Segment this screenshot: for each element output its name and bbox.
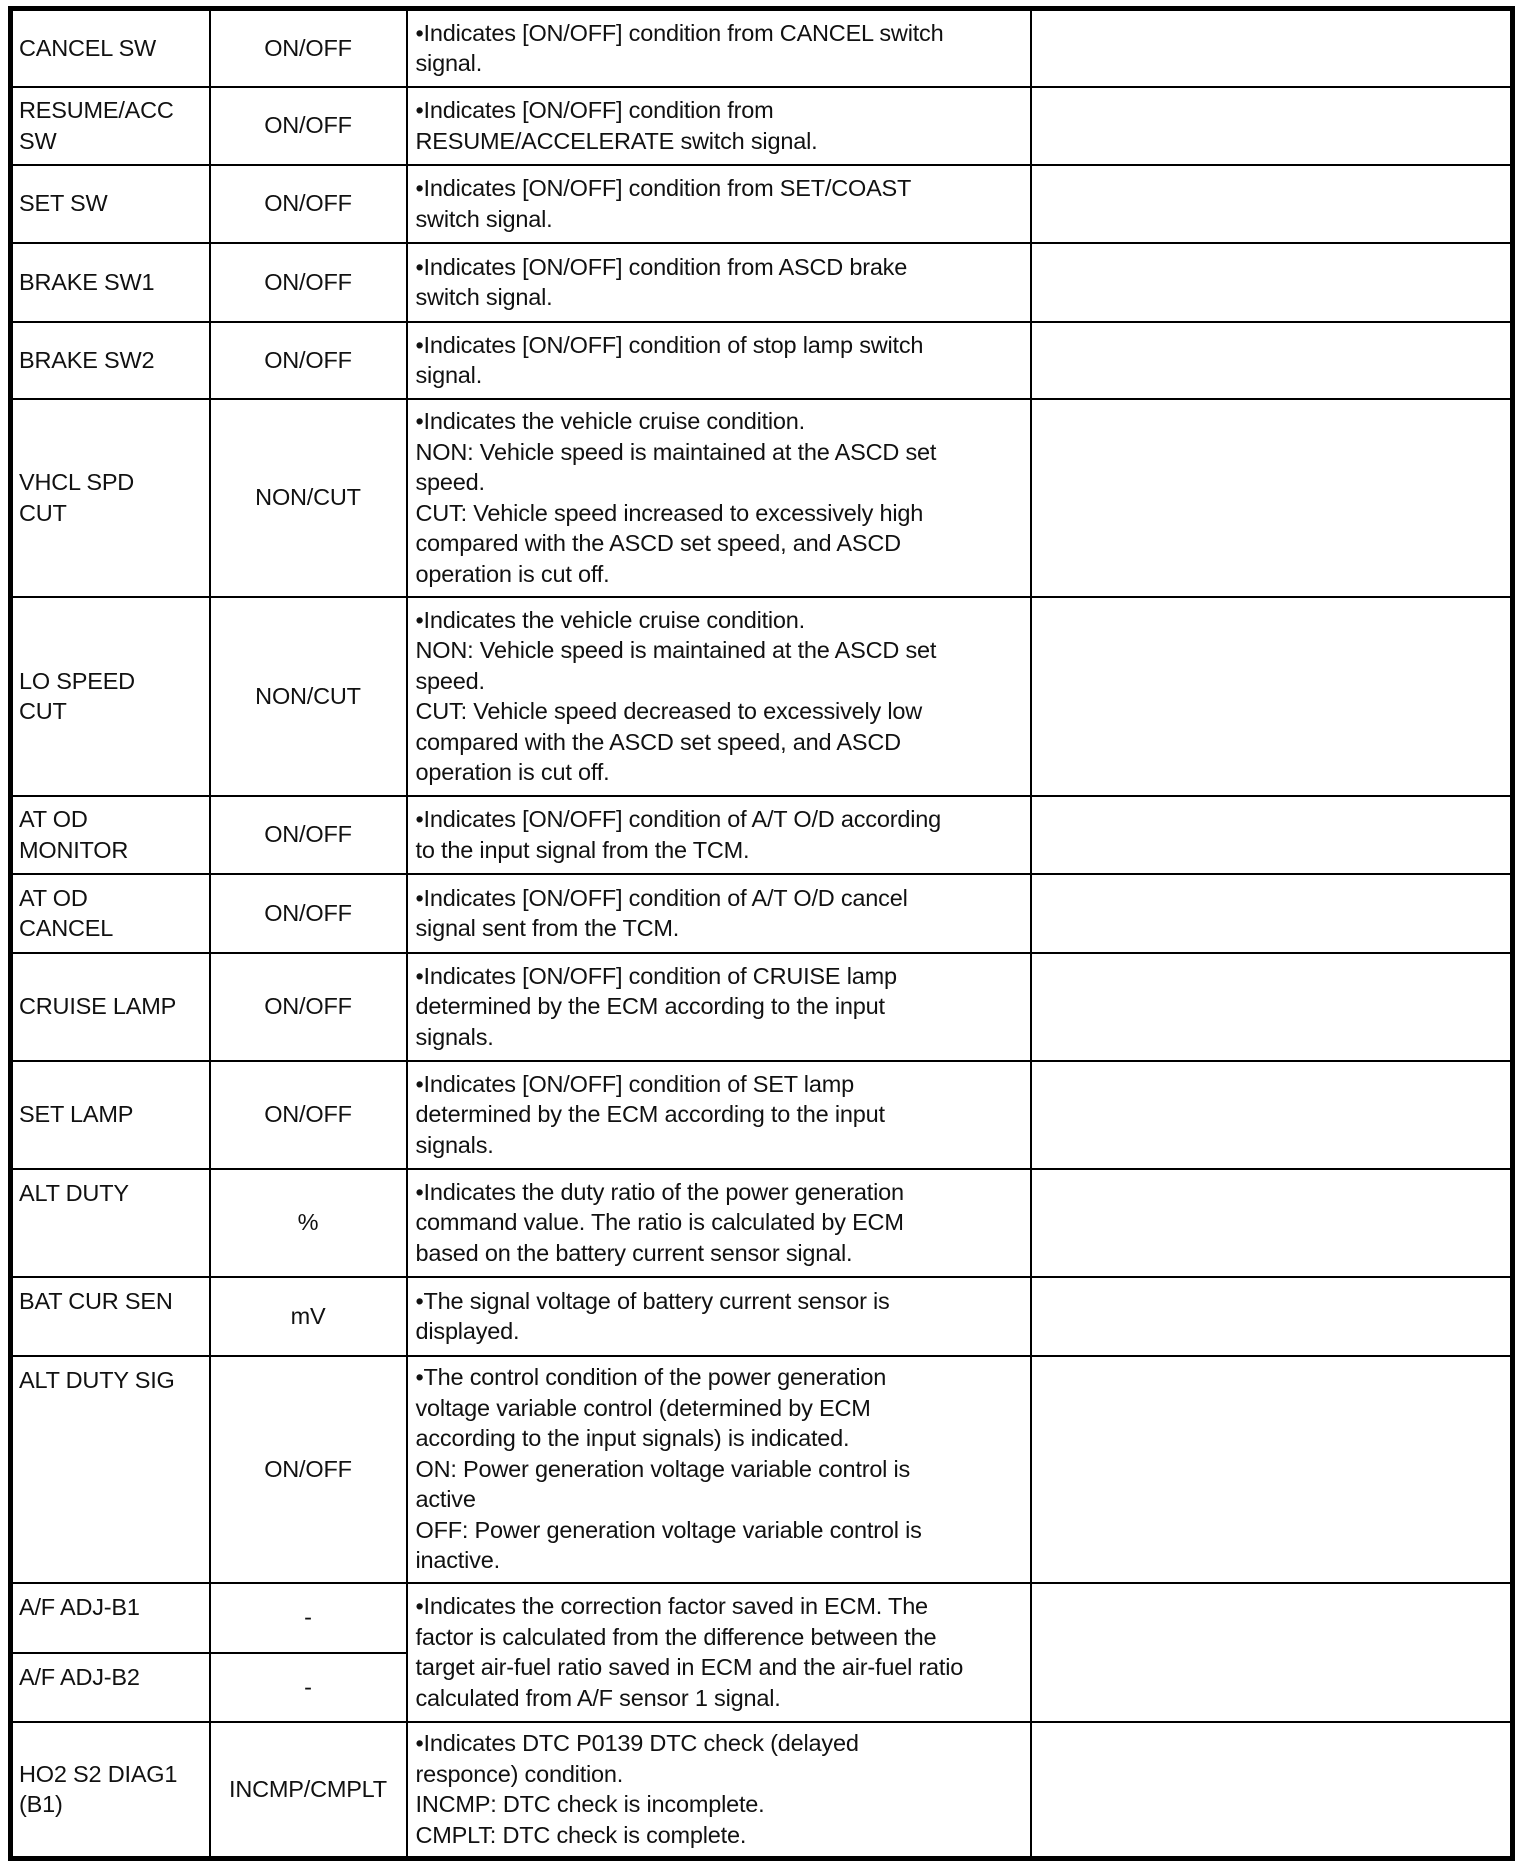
description-cell (407, 1169, 1031, 1277)
unit-value: ON/OFF (264, 821, 352, 848)
description-line: to the input signal from the TCM. (415, 836, 750, 863)
description-cell (407, 322, 1031, 399)
description-line: NON: Vehicle speed is maintained at the ASCD set (415, 438, 937, 465)
item-name: MONITOR (19, 836, 129, 863)
unit-cell (210, 1356, 407, 1583)
unit-value: NON/CUT (255, 682, 361, 709)
unit-value: - (304, 1604, 312, 1631)
remarks-cell (1031, 1722, 1513, 1859)
item-name-cell (11, 399, 210, 597)
remarks-cell (1031, 165, 1513, 243)
description-line: switch signal. (415, 205, 553, 232)
description-cell (407, 399, 1031, 597)
remarks-cell (1031, 1169, 1513, 1277)
item-name: SW (19, 127, 57, 154)
description-line: INCMP: DTC check is incomplete. (415, 1791, 765, 1818)
description-cell (407, 597, 1031, 796)
description-line: according to the input signals) is indicated. (415, 1425, 850, 1452)
description-line: •Indicates [ON/OFF] condition of A/T O/D according (415, 806, 941, 832)
item-name: AT OD (19, 884, 88, 911)
table-row (11, 1277, 1513, 1356)
item-name: VHCL SPD (19, 469, 135, 495)
description-line: signal. (415, 50, 483, 77)
unit-cell (210, 1583, 407, 1653)
description-line: responce) condition. (415, 1760, 624, 1787)
description-line: signals. (415, 1023, 494, 1050)
item-name-cell (11, 796, 210, 874)
unit-value: ON/OFF (264, 268, 352, 295)
table-row (11, 243, 1513, 322)
item-name-cell (11, 1061, 210, 1169)
unit-value: mV (290, 1302, 326, 1329)
unit-value: % (297, 1209, 319, 1236)
description-line: determined by the ECM according to the input (415, 993, 885, 1020)
table-row (11, 1722, 1513, 1859)
remarks-cell (1031, 796, 1513, 874)
item-name: HO2 S2 DIAG1 (19, 1760, 178, 1787)
description-line: •Indicates [ON/OFF] condition from ASCD brake (415, 253, 908, 280)
description-line: •Indicates DTC P0139 DTC check (delayed (415, 1730, 859, 1757)
unit-value: ON/OFF (264, 112, 352, 139)
description-line: compared with the ASCD set speed, and ASCD (415, 530, 901, 556)
description-cell (407, 87, 1031, 165)
unit-cell (210, 1169, 407, 1277)
remarks-cell (1031, 243, 1513, 322)
description-line: switch signal. (415, 284, 553, 310)
unit-cell (210, 953, 407, 1061)
unit-value: ON/OFF (264, 35, 352, 61)
description-line: compared with the ASCD set speed, and ASCD (415, 728, 901, 755)
description-line: •Indicates the correction factor saved in ECM. The (415, 1593, 928, 1619)
unit-value: ON/OFF (264, 899, 352, 926)
table-row (11, 796, 1513, 874)
item-name-cell (11, 597, 210, 796)
description-line: speed. (415, 469, 485, 495)
item-name: ALT DUTY (19, 1179, 129, 1206)
remarks-cell (1031, 322, 1513, 399)
unit-cell (210, 874, 407, 953)
remarks-cell (1031, 1356, 1513, 1583)
description-line: •Indicates the duty ratio of the power generation (415, 1178, 904, 1205)
description-line: CMPLT: DTC check is complete. (415, 1821, 747, 1848)
description-line: signal sent from the TCM. (415, 915, 680, 941)
item-name: BRAKE SW1 (19, 268, 155, 295)
description-line: •Indicates [ON/OFF] condition of CRUISE lamp (415, 962, 897, 989)
description-line: •Indicates [ON/OFF] condition from CANCEL switch (415, 19, 944, 46)
item-name: AT OD (19, 806, 88, 832)
item-name: BAT CUR SEN (19, 1287, 173, 1314)
item-name-cell (11, 1277, 210, 1356)
unit-value: ON/OFF (264, 1101, 352, 1128)
unit-cell (210, 1722, 407, 1859)
description-line: target air-fuel ratio saved in ECM and the air-fuel ratio (415, 1654, 964, 1680)
remarks-cell (1031, 953, 1513, 1061)
item-name-cell (11, 1653, 210, 1722)
item-name: CANCEL SW (19, 35, 157, 61)
unit-cell (210, 796, 407, 874)
description-cell (407, 1277, 1031, 1356)
table-row (11, 1583, 1513, 1653)
unit-cell (210, 87, 407, 165)
item-name: SET LAMP (19, 1101, 134, 1128)
description-line: OFF: Power generation voltage variable control is (415, 1516, 922, 1543)
remarks-cell (1031, 874, 1513, 953)
table-body (11, 9, 1513, 1859)
description-line: •The signal voltage of battery current sensor is (415, 1287, 890, 1314)
item-name: (B1) (19, 1791, 63, 1818)
item-name: A/F ADJ-B2 (19, 1663, 140, 1690)
table-row (11, 1169, 1513, 1277)
description-cell (407, 243, 1031, 322)
item-name-cell (11, 1583, 210, 1653)
monitor-item-table (8, 6, 1515, 1861)
table-row (11, 322, 1513, 399)
unit-value: NON/CUT (255, 484, 361, 511)
item-name: SET SW (19, 190, 108, 217)
unit-value: - (304, 1673, 312, 1700)
item-name: BRAKE SW2 (19, 346, 155, 373)
item-name: CUT (19, 698, 67, 724)
description-line: NON: Vehicle speed is maintained at the ASCD set (415, 637, 937, 663)
item-name-cell (11, 87, 210, 165)
description-line: CUT: Vehicle speed increased to excessively high (415, 499, 924, 526)
remarks-cell (1031, 597, 1513, 796)
remarks-cell (1031, 87, 1513, 165)
unit-value: ON/OFF (264, 346, 352, 373)
table-row (11, 1356, 1513, 1583)
description-cell (407, 1722, 1031, 1859)
unit-cell (210, 322, 407, 399)
unit-value: ON/OFF (264, 993, 352, 1020)
description-line: inactive. (415, 1547, 500, 1574)
remarks-cell (1031, 1061, 1513, 1169)
description-line: •Indicates [ON/OFF] condition of stop lamp switch (415, 331, 924, 358)
description-line: •Indicates [ON/OFF] condition from (415, 97, 774, 123)
unit-cell (210, 165, 407, 243)
description-line: speed. (415, 667, 485, 694)
description-line: determined by the ECM according to the input (415, 1101, 885, 1128)
description-line: calculated from A/F sensor 1 signal. (415, 1684, 781, 1711)
item-name: A/F ADJ-B1 (19, 1593, 140, 1620)
item-name-cell (11, 243, 210, 322)
description-cell (407, 1356, 1031, 1583)
remarks-cell (1031, 399, 1513, 597)
remarks-cell (1031, 1277, 1513, 1356)
description-cell (407, 874, 1031, 953)
description-line: operation is cut off. (415, 759, 610, 785)
remarks-cell (1031, 1583, 1513, 1722)
unit-cell (210, 1653, 407, 1722)
item-name: CUT (19, 499, 67, 526)
description-line: RESUME/ACCELERATE switch signal. (415, 127, 818, 154)
description-cell (407, 953, 1031, 1061)
table-row (11, 1061, 1513, 1169)
item-name-cell (11, 953, 210, 1061)
table-row (11, 9, 1513, 87)
description-cell (407, 796, 1031, 874)
item-name-cell (11, 874, 210, 953)
item-name: LO SPEED (19, 667, 135, 694)
description-line: operation is cut off. (415, 560, 610, 587)
description-line: displayed. (415, 1318, 520, 1344)
item-name-cell (11, 1722, 210, 1859)
description-line: •The control condition of the power generation (415, 1364, 887, 1391)
unit-cell (210, 243, 407, 322)
unit-value: ON/OFF (264, 1455, 352, 1482)
unit-cell (210, 399, 407, 597)
item-name: CRUISE LAMP (19, 993, 177, 1020)
description-line: •Indicates [ON/OFF] condition of A/T O/D cancel (415, 884, 908, 911)
description-line: ON: Power generation voltage variable control is (415, 1455, 911, 1482)
table-row (11, 165, 1513, 243)
description-cell (407, 1583, 1031, 1722)
table-row (11, 399, 1513, 597)
item-name-cell (11, 9, 210, 87)
item-name-cell (11, 1169, 210, 1277)
description-line: voltage variable control (determined by ECM (415, 1394, 871, 1421)
item-name: RESUME/ACC (19, 97, 174, 123)
unit-cell (210, 1277, 407, 1356)
description-line: •Indicates the vehicle cruise condition. (415, 408, 806, 434)
item-name-cell (11, 165, 210, 243)
item-name: ALT DUTY SIG (19, 1366, 175, 1393)
description-line: command value. The ratio is calculated by ECM (415, 1209, 904, 1236)
description-line: factor is calculated from the difference between the (415, 1623, 937, 1650)
description-line: •Indicates [ON/OFF] condition of SET lamp (415, 1070, 854, 1097)
item-name: CANCEL (19, 915, 114, 941)
table-row (11, 874, 1513, 953)
table-row (11, 597, 1513, 796)
description-line: active (415, 1486, 476, 1513)
description-line: •Indicates [ON/OFF] condition from SET/COAST (415, 175, 912, 201)
description-cell (407, 9, 1031, 87)
unit-cell (210, 597, 407, 796)
unit-cell (210, 9, 407, 87)
description-line: CUT: Vehicle speed decreased to excessively low (415, 698, 923, 724)
description-cell (407, 165, 1031, 243)
description-line: signals. (415, 1131, 494, 1158)
item-name-cell (11, 1356, 210, 1583)
remarks-cell (1031, 9, 1513, 87)
unit-value: ON/OFF (264, 190, 352, 217)
table-row (11, 87, 1513, 165)
description-cell (407, 1061, 1031, 1169)
item-name-cell (11, 322, 210, 399)
description-line: based on the battery current sensor signal. (415, 1239, 853, 1266)
table-row (11, 953, 1513, 1061)
description-line: signal. (415, 362, 483, 388)
unit-cell (210, 1061, 407, 1169)
unit-value: INCMP/CMPLT (229, 1776, 387, 1802)
description-line: •Indicates the vehicle cruise condition. (415, 606, 806, 633)
